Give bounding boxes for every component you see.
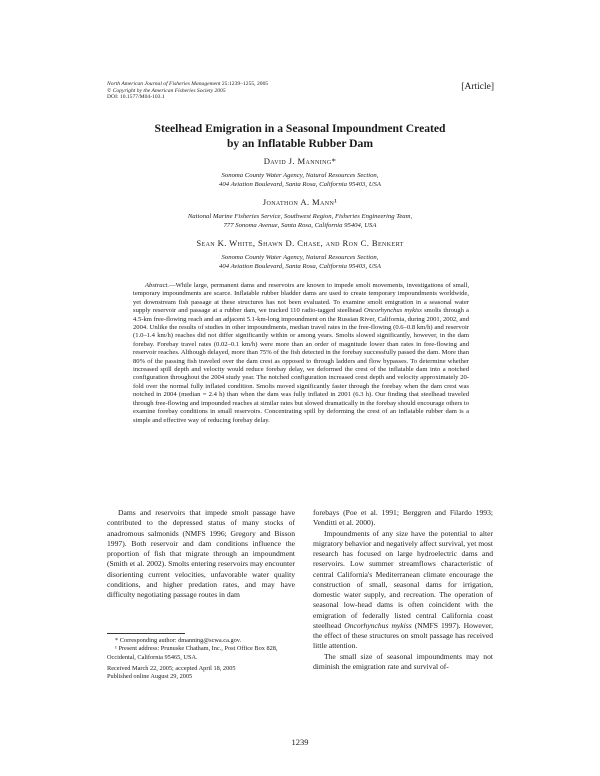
abstract-text: smolts through a 4.5-km free-flowing reach and an adjacent 5.1-km-long impoundment on the Russian River, California, during 2001, 2002, and 2004. Unlike the results of studies in other impoundments, median travel rates in the free-flowing (0.6–0.8 km/h) and reservoir (1.0–1.4 km/h) reaches did not differ significantly within or among years. Smolts slowed significantly, however, in the dam forebay. Forebay travel rates (0.02–0.1 km/h) were more than an order of magnitude lower than rates in free-flowing and reservoir reaches. Although delayed, more than 75% of the fish detected in the forebay successfully passed the dam. More than 80% of the passing fish traveled over the dam crest as opposed to through ladders and flow bypasses. To determine whether increased spill depth and velocity would reduce forebay delay, we deformed the crest of the inflatable dam into a notched configuration throughout the 2004 study year. The notched configuration increased crest depth and velocity approximately 20-fold over the normal fully inflated condition. Smolts moved significantly faster through the forebay when the dam crest was notched in 2004 (median = 2.4 h) than when the dam was fully inflated in 2001 (6.3 h). Our finding that steelhead traveled through free-flowing and impounded reaches at similar rates but slowed dramatically in the forebay should encourage others to examine forebay conditions in small reservoirs. Concentrating spill by deforming the crest of an inflatable rubber dam is a simple and effective way of reducing forebay delay.: [133, 307, 469, 424]
author-block-3: [0, 238, 600, 271]
article-type-tag: [Article]: [461, 82, 494, 92]
affiliation-line: 404 Aviation Boulevard, Santa Rosa, California 95403, USA: [219, 181, 381, 188]
body-text: (NMFS 1997). However, the effect of these structures on smolt passage has received little attention.: [313, 620, 494, 651]
doi-line: DOI: 10.1577/M04-103.1: [107, 94, 165, 101]
footnotes: [107, 637, 295, 681]
body-column-left: [107, 508, 295, 600]
abstract-species: Oncorhynchus mykiss: [363, 307, 422, 315]
corresponding-author-note: * Corresponding author: dmanning@scwa.ca.gov.: [115, 637, 242, 644]
author-affiliation: [0, 253, 600, 271]
footnote-rule: [107, 633, 185, 634]
author-affiliation: [0, 171, 600, 189]
journal-name: North American Journal of Fisheries Management: [107, 81, 221, 87]
body-paragraph: Dams and reservoirs that impede smolt passage have contributed to the depressed status of many stocks of anadromous salmonids (NMFS 1996; Gregory and Bisson 1997). Both reservoir and dam conditions influence the proportion of fish that migrate through an impoundment (Smith et al. 2002). Smolts entering reservoirs may encounter disorienting current velocities, unfavorable water quality conditions, and higher predation rates, and may have difficulty negotiating passage routes in dam: [107, 508, 295, 599]
title-line-1: Steelhead Emigration in a Seasonal Impoundment Created: [154, 122, 446, 135]
abstract: [133, 282, 469, 425]
author-block-2: [0, 197, 600, 230]
author-affiliation: [0, 212, 600, 230]
journal-citation-line: [107, 81, 268, 88]
body-species: Oncorhynchus mykiss: [344, 620, 412, 630]
abstract-text: —While large, permanent dams and reservoirs are known to impede smolt movements, investigations of small, temporary impoundments are scarce. Inflatable rubber bladder dams are used to create temporary impoundments worldwide, yet downstream fish passage at these structures has not been evaluated. To examine smolt emigration in a seasonal water supply reservoir and passage at a rubber dam, we tracked 110 radio-tagged steelhead: [133, 282, 469, 315]
page-number: 1239: [291, 737, 309, 747]
affiliation-line: National Marine Fisheries Service, Southwest Region, Fisheries Engineering Team,: [187, 213, 413, 220]
affiliation-line: Sonoma County Water Agency, Natural Resources Section,: [221, 172, 379, 179]
affiliation-line: 404 Aviation Boulevard, Santa Rosa, California 95403, USA: [219, 263, 381, 270]
affiliation-line: 777 Sonoma Avenue, Santa Rosa, California 95404, USA: [223, 222, 377, 229]
title-line-2: by an Inflatable Rubber Dam: [226, 136, 374, 150]
author-name: David J. Manning*: [263, 156, 337, 166]
received-date: Received March 22, 2005; accepted April 18, 2005: [107, 664, 236, 672]
affiliation-line: Sonoma County Water Agency, Natural Resources Section,: [221, 254, 379, 261]
present-address-note: ¹ Present address: Prunuske Chatham, Inc., Post Office Box 828, Occidental, California 95465, USA.: [107, 645, 278, 661]
body-column-right: [313, 508, 493, 672]
body-paragraph: [313, 529, 493, 652]
published-date: Published online August 29, 2005: [107, 673, 193, 681]
body-paragraph: The small size of seasonal impoundments may not diminish the emigration rate and survival of-: [313, 651, 493, 671]
copyright-line: © Copyright by the American Fisheries Society 2005: [107, 87, 226, 94]
paper-title: [0, 122, 600, 151]
body-paragraph: forebays (Poe et al. 1991; Berggren and Filardo 1993; Venditti et al. 2000).: [313, 508, 493, 528]
journal-volume: 25:1239–1255, 2005: [220, 81, 269, 87]
abstract-label: Abstract.: [145, 282, 169, 289]
author-name: Sean K. White, Shawn D. Chase, and Ron C. Benkert: [196, 238, 404, 248]
author-name: Jonathon A. Mann¹: [262, 197, 338, 207]
journal-citation: [107, 81, 268, 101]
body-text: Impoundments of any size have the potential to alter migratory behavior and negatively affect survival, yet most research has focused on large hydroelectric dams and reservoirs. Low summer streamflows characteristic of central California's Mediterranean climate encourage the construction of small, seasonal dams for irrigation, domestic water supply, and recreation. The operation of seasonal low-head dams is often coincident with the emigration of federally listed central California coast steelhead: [313, 528, 493, 630]
author-block-1: [0, 156, 600, 189]
